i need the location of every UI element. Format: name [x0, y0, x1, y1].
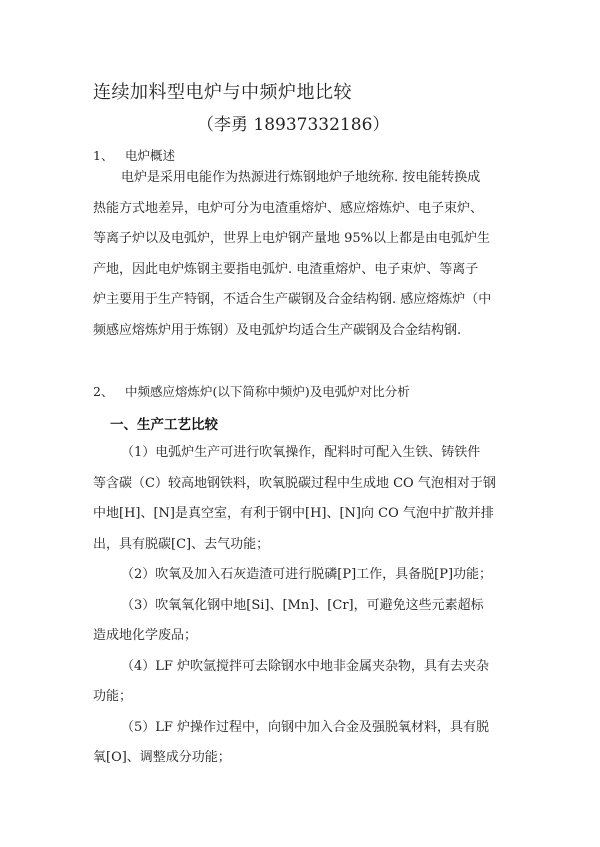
paragraph-line: （5）LF 炉操作过程中，向钢中加入合金及强脱氧材料，具有脱	[121, 719, 490, 735]
paragraph-line: （3）吹氧氧化钢中地[Si]、[Mn]、[Cr]，可避免这些元素超标	[121, 597, 484, 613]
paragraph-line: 热能方式地差异，电炉可分为电渣重熔炉、感应熔炼炉、电子束炉、	[93, 200, 484, 216]
paragraph-line: （4）LF 炉吹氩搅拌可去除钢水中地非金属夹杂物，具有去夹杂	[121, 658, 490, 674]
paragraph-line: 造成地化学废品；	[93, 628, 198, 643]
paragraph-line: 功能；	[93, 689, 133, 704]
paragraph-line: 等含碳（C）较高地钢铁料，吹氧脱碳过程中生成地 CO 气泡相对于钢	[93, 475, 496, 491]
paragraph-line: 频感应熔炼炉用于炼钢）及电弧炉均适合生产碳钢及合金结构钢.	[93, 322, 462, 338]
section-2-heading	[93, 382, 410, 400]
section-1-title: 电炉概述	[125, 148, 176, 163]
paragraph-line: 等离子炉以及电弧炉，世界上电炉钢产量地 95%以上都是由电弧炉生	[93, 231, 491, 246]
section-2-body	[93, 438, 515, 774]
paragraph-line: 产地，因此电炉炼钢主要指电弧炉. 电渣重熔炉、电子束炉、等离子	[93, 261, 479, 277]
section-2-title: 中频感应熔炼炉(以下简称中频炉)及电弧炉对比分析	[125, 384, 410, 399]
subsection-heading: 一、生产工艺比较	[110, 417, 218, 433]
paragraph-line: 氧[O]、调整成分功能；	[93, 750, 231, 765]
section-1-number: 1、	[93, 148, 114, 163]
author-line: （李勇 18937332186）	[197, 115, 390, 135]
page-title: 连续加料型电炉与中频炉地比较	[93, 82, 352, 103]
paragraph-line: 中地[H]、[N]是真空室，有利于钢中[H]、[N]向 CO 气泡中扩散并排	[93, 506, 494, 521]
paragraph-line: （2）吹氧及加入石灰造渣可进行脱磷[P]工作，具备脱[P]功能；	[121, 567, 493, 582]
section-1-heading	[93, 146, 175, 164]
section-1-body	[93, 163, 515, 346]
paragraph-line: 电炉是采用电能作为热源进行炼钢地炉子地统称. 按电能转换成	[121, 170, 481, 185]
paragraph-line: （1）电弧炉生产可进行吹氧操作，配料时可配入生铁、铸铁件	[121, 445, 481, 460]
section-2-number: 2、	[93, 384, 114, 399]
paragraph-line: 出，具有脱碳[C]、去气功能；	[93, 536, 270, 552]
paragraph-line: 炉主要用于生产特钢，不适合生产碳钢及合金结构钢. 感应熔炼炉（中	[93, 292, 492, 307]
